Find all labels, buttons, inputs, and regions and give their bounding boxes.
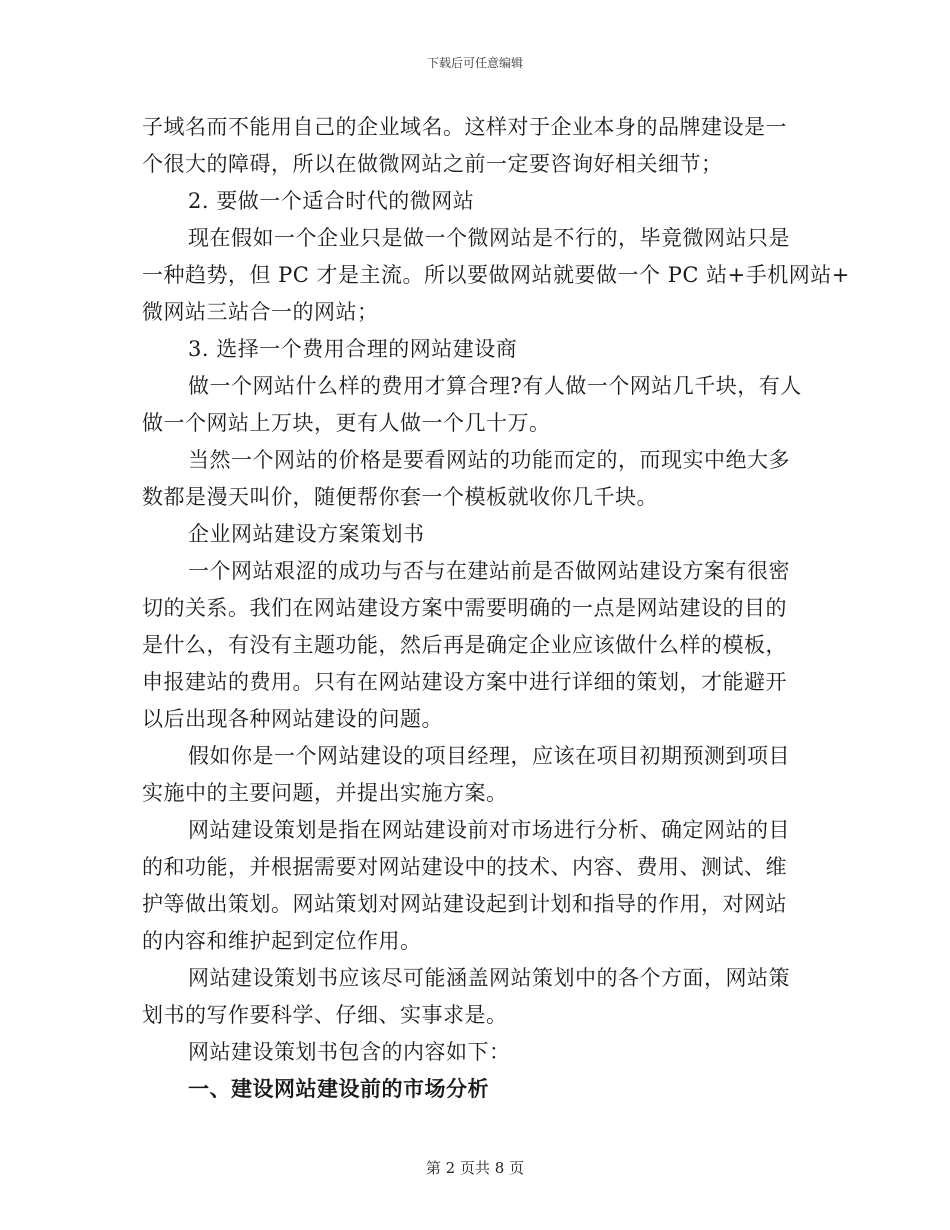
body-line: 网站建设策划是指在网站建设前对市场进行分析、确定网站的目 [188,818,790,842]
body-line: 子域名而不能用自己的企业域名。这样对于企业本身的品牌建设是一 [142,115,787,139]
section-heading-1: 一、建设网站建设前的市场分析 [188,1077,489,1101]
body-line: 网站建设策划书包含的内容如下： [188,1040,511,1064]
body-line: 当然一个网站的价格是要看网站的功能而定的，而现实中绝大多 [188,448,790,472]
body-line: 切的关系。我们在网站建设方案中需要明确的一点是网站建设的目的 [142,596,787,620]
subtitle: 企业网站建设方案策划书 [188,522,425,546]
body-line: 一种趋势，但 PC 才是主流。所以要做网站就要做一个 PC 站+手机网站+ [142,263,850,287]
body-line: 是什么，有没有主题功能，然后再是确定企业应该做什么样的模板， [142,633,787,657]
body-line: 申报建站的费用。只有在网站建设方案中进行详细的策划，才能避开 [142,670,787,694]
body-line: 一个网站艰涩的成功与否与在建站前是否做网站建设方案有很密 [188,559,790,583]
body-line: 以后出现各种网站建设的问题。 [142,707,443,731]
page-header: 下载后可任意编辑 [426,56,523,70]
body-line: 实施中的主要问题，并提出实施方案。 [142,781,508,805]
body-line: 护等做出策划。网站策划对网站建设起到计划和指导的作用，对网站 [142,892,787,916]
page-footer: 第 2 页共 8 页 [425,1159,525,1177]
body-line: 现在假如一个企业只是做一个微网站是不行的，毕竟微网站只是 [188,226,790,250]
section-heading-2: 2. 要做一个适合时代的微网站 [188,189,475,213]
body-line: 做一个网站什么样的费用才算合理?有人做一个网站几千块，有人 [188,374,802,398]
body-line: 做一个网站上万块，更有人做一个几十万。 [142,411,551,435]
body-line: 的和功能，并根据需要对网站建设中的技术、内容、费用、测试、维 [142,855,787,879]
body-line: 个很大的障碍，所以在做微网站之前一定要咨询好相关细节； [142,152,723,176]
body-line: 的内容和维护起到定位作用。 [142,929,422,953]
body-line: 假如你是一个网站建设的项目经理，应该在项目初期预测到项目 [188,744,790,768]
section-heading-3: 3. 选择一个费用合理的网站建设商 [188,337,518,361]
body-line: 微网站三站合一的网站； [142,300,379,324]
body-line: 划书的写作要科学、仔细、实事求是。 [142,1003,508,1027]
body-line: 网站建设策划书应该尽可能涵盖网站策划中的各个方面，网站策 [188,966,790,990]
body-line: 数都是漫天叫价，随便帮你套一个模板就收你几千块。 [142,485,658,509]
